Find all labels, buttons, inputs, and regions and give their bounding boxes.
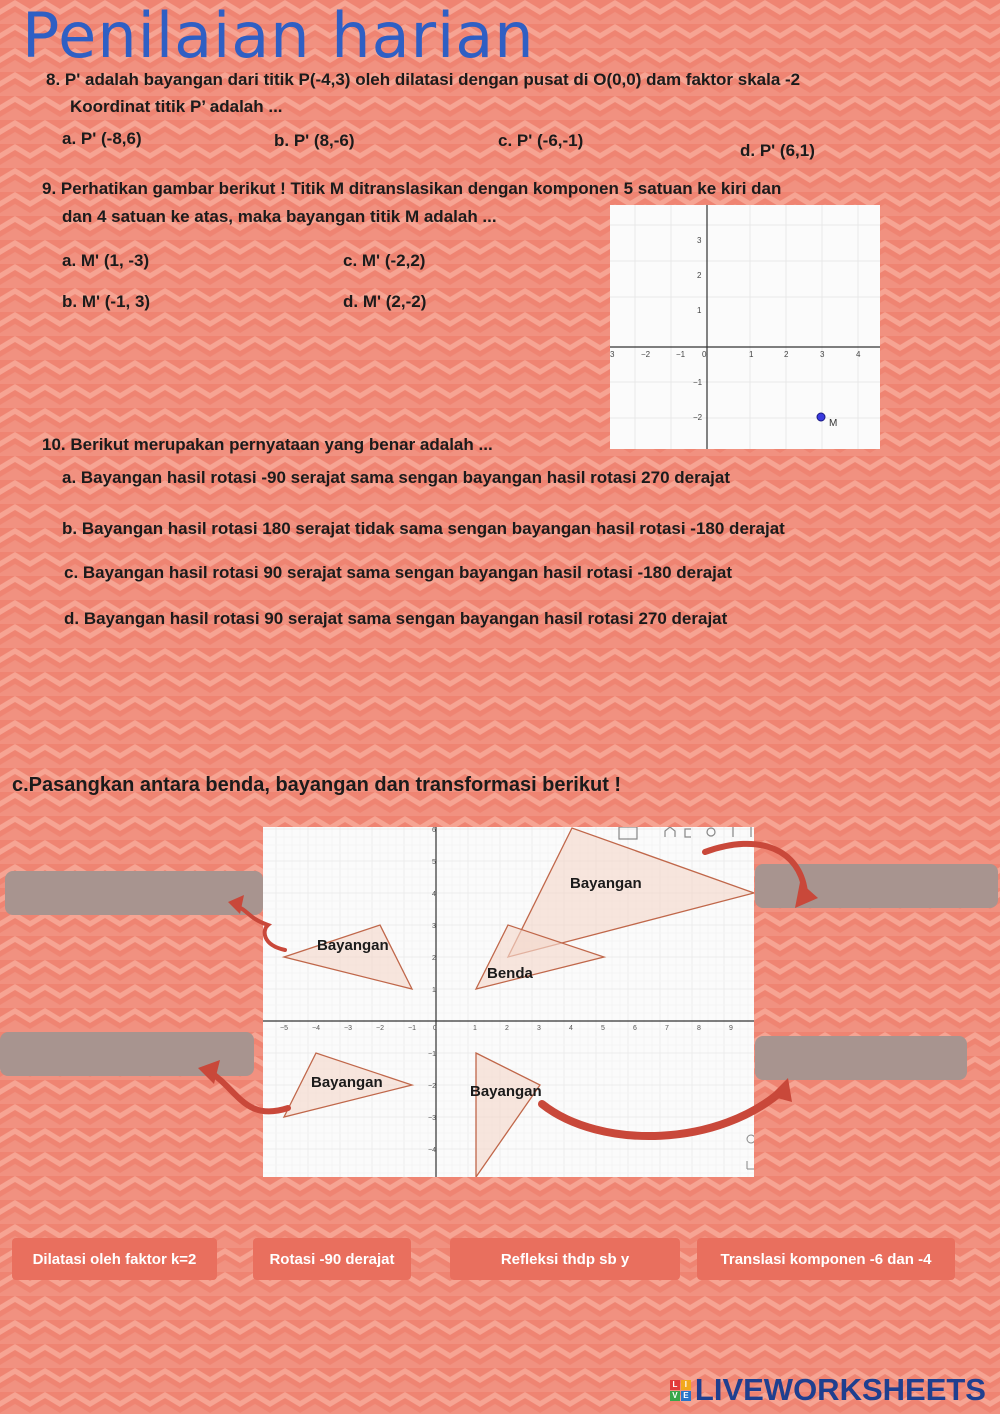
drop-zone-bottom-right[interactable] [755,1036,967,1080]
q10-option-b[interactable]: b. Bayangan hasil rotasi 180 serajat tidak sama sengan bayangan hasil rotasi -180 derajat [62,519,785,538]
q9-x-tick: 3 [820,350,825,359]
q10-stem: 10. Berikut merupakan pernyataan yang benar adalah ... [42,435,493,454]
m-x-tick: 5 [601,1025,605,1032]
drop-zone-bottom-left[interactable] [0,1032,254,1076]
point-m-label: M [829,418,838,429]
q9-option-c[interactable]: c. M' (-2,2) [343,251,426,270]
m-x-tick: 3 [537,1025,541,1032]
drop-zone-top-right[interactable] [755,864,998,908]
m-y-tick: 6 [432,827,436,834]
q9-stem-line1: 9. Perhatikan gambar berikut ! Titik M ditranslasikan dengan komponen 5 satuan ke kiri dan [42,179,782,198]
transformation-graph [263,827,754,1177]
m-y-tick: 1 [432,987,436,994]
option-chip-rotasi[interactable]: Rotasi -90 derajat [253,1238,411,1280]
q8-option-d[interactable]: d. P' (6,1) [740,141,815,160]
page-title: Penilaian harian [22,0,535,72]
m-y-tick: −3 [428,1115,436,1122]
m-y-tick: −4 [428,1147,436,1154]
q8-option-a[interactable]: a. P' (-8,6) [62,129,142,148]
m-x-tick: 7 [665,1025,669,1032]
q9-y-tick: −2 [693,413,703,422]
m-x-tick: 8 [697,1025,701,1032]
m-y-tick: 5 [432,859,436,866]
live-badge-icon: L I V E [670,1380,691,1401]
label-left-bottom-image: Bayangan [311,1074,383,1091]
q9-x-tick: −1 [676,350,686,359]
option-chip-refleksi[interactable]: Refleksi thdp sb y [450,1238,680,1280]
m-x-tick: −1 [408,1025,416,1032]
option-chip-translasi[interactable]: Translasi komponen -6 dan -4 [697,1238,955,1280]
label-big-image: Bayangan [570,875,642,892]
transformation-graph-svg [263,827,754,1177]
q9-option-a[interactable]: a. M' (1, -3) [62,251,150,270]
q8-stem-line1: 8. P' adalah bayangan dari titik P(-4,3) oleh dilatasi dengan pusat di O(0,0) dam faktor skala -2 [46,70,801,89]
m-x-tick: 9 [729,1025,733,1032]
m-x-tick: −3 [344,1025,352,1032]
liveworksheets-logo [670,1372,986,1408]
q9-y-tick: 2 [697,271,702,280]
q9-y-tick: 1 [697,306,702,315]
m-x-tick: 0 [433,1025,437,1032]
undo-icon [685,829,691,837]
m-x-tick: −2 [376,1025,384,1032]
q8-option-b[interactable]: b. P' (8,-6) [274,131,355,150]
m-x-tick: 6 [633,1025,637,1032]
m-x-tick: −5 [280,1025,288,1032]
m-x-tick: 4 [569,1025,573,1032]
drop-zone-top-left[interactable] [5,871,263,915]
m-x-tick: 2 [505,1025,509,1032]
q10-option-d[interactable]: d. Bayangan hasil rotasi 90 serajat sama sengan bayangan hasil rotasi 270 derajat [64,609,728,628]
q9-graph-svg [610,205,880,449]
q9-option-b[interactable]: b. M' (-1, 3) [62,292,151,311]
m-y-tick: 3 [432,923,436,930]
m-y-tick: 2 [432,955,436,962]
q9-x-tick: −2 [641,350,651,359]
option-chip-dilatasi[interactable]: Dilatasi oleh faktor k=2 [12,1238,217,1280]
label-right-bottom-image: Bayangan [470,1083,542,1100]
q9-x-tick: 1 [749,350,754,359]
q9-x-tick: 4 [856,350,861,359]
q9-stem-line2: dan 4 satuan ke atas, maka bayangan titik M adalah ... [62,207,497,226]
label-left-top-image: Bayangan [317,937,389,954]
q9-option-d[interactable]: d. M' (2,-2) [343,292,427,311]
q9-x-tick: 0 [702,350,707,359]
point-m [817,413,825,421]
q8-option-c[interactable]: c. P' (-6,-1) [498,131,584,150]
q9-coordinate-graph [610,205,880,449]
m-x-tick: 1 [473,1025,477,1032]
m-y-tick: 4 [432,891,436,898]
m-y-tick: −1 [428,1051,436,1058]
q10-option-a[interactable]: a. Bayangan hasil rotasi -90 serajat sama sengan bayangan hasil rotasi 270 derajat [62,468,731,487]
m-y-tick: −2 [428,1083,436,1090]
q10-option-c[interactable]: c. Bayangan hasil rotasi 90 serajat sama sengan bayangan hasil rotasi -180 derajat [64,563,733,582]
label-object: Benda [487,965,533,982]
q9-x-tick: 3 [610,350,615,359]
q9-y-tick: 3 [697,236,702,245]
m-x-tick: −4 [312,1025,320,1032]
q8-stem-line2: Koordinat titik P’ adalah ... [70,97,283,116]
q9-y-tick: −1 [693,378,703,387]
matching-heading: c.Pasangkan antara benda, bayangan dan transformasi berikut ! [12,774,622,796]
logo-text: LIVEWORKSHEETS [694,1372,986,1407]
q9-x-tick: 2 [784,350,789,359]
